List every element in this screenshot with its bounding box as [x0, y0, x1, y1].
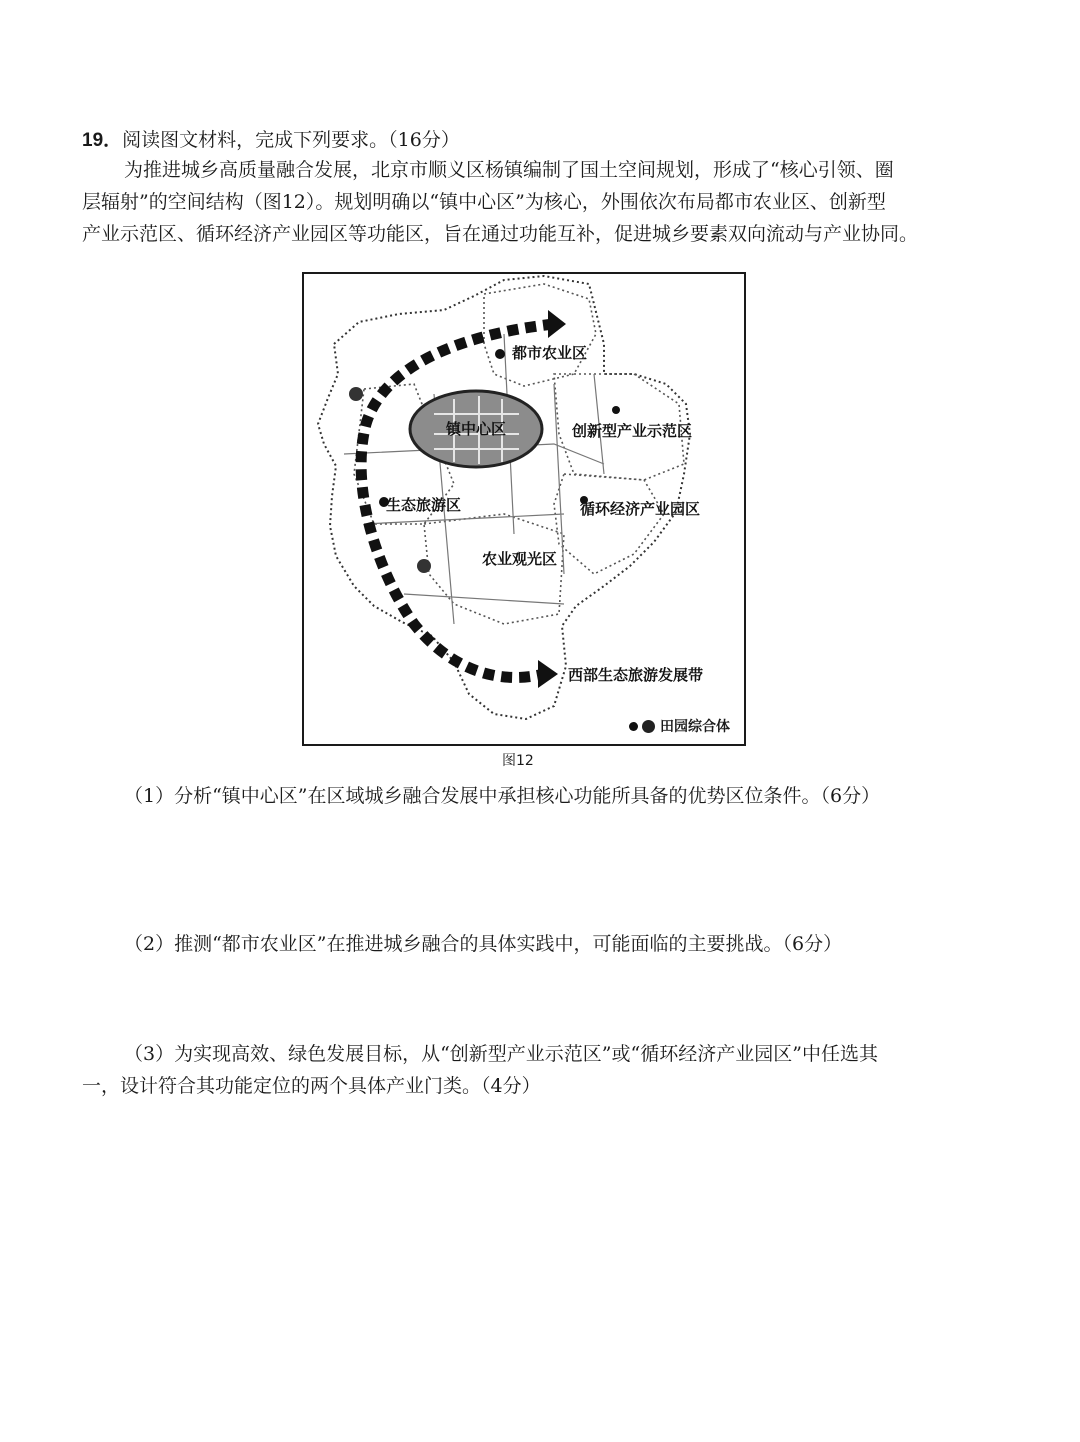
- pastoral-dot: [612, 406, 620, 414]
- pastoral-dot: [417, 559, 431, 573]
- paragraph-line-1: 为推进城乡高质量融合发展，北京市顺义区杨镇编制了国土空间规划，形成了“核心引领、圈: [124, 159, 894, 181]
- legend-label: 田园综合体: [660, 719, 730, 735]
- figure-map: [302, 272, 746, 746]
- map-legend: [629, 716, 730, 736]
- zone-agri-sightseeing: [424, 514, 564, 624]
- label-agri-sightseeing: 农业观光区: [482, 550, 558, 568]
- label-west-belt: 西部生态旅游发展带: [568, 666, 704, 684]
- belt-arrowhead-bottom: [538, 660, 558, 688]
- sub-question-1: （1）分析“镇中心区”在区域城乡融合发展中承担核心功能所具备的优势区位条件。（6分）: [124, 785, 881, 807]
- paragraph-line-2: 层辐射”的空间结构（图12）。规划明确以“镇中心区”为核心，外围依次布局都市农业区、创新型: [82, 191, 886, 213]
- sub-question-3-line-1: （3）为实现高效、绿色发展目标，从“创新型产业示范区”或“循环经济产业园区”中任选其: [124, 1043, 878, 1065]
- legend-dot-small: [629, 722, 638, 731]
- legend-dot-large: [642, 720, 655, 733]
- label-innovation-zone: 创新型产业示范区: [572, 422, 693, 440]
- zone-circular: [554, 474, 664, 574]
- sub-question-3-line-2: 一，设计符合其功能定位的两个具体产业门类。（4分）: [82, 1075, 541, 1097]
- question-number: 19．: [82, 130, 123, 151]
- question-title-text: 阅读图文材料，完成下列要求。（16分）: [122, 129, 460, 151]
- pastoral-dot: [495, 349, 505, 359]
- pastoral-dot: [349, 387, 363, 401]
- belt-arrowhead-top: [548, 310, 566, 338]
- label-eco-tourism: 生态旅游区: [386, 496, 462, 514]
- paragraph-line-3: 产业示范区、循环经济产业园区等功能区，旨在通过功能互补，促进城乡要素双向流动与产业协同。: [82, 223, 919, 245]
- label-town-center: 镇中心区: [446, 420, 507, 438]
- label-circular-economy: 循环经济产业园区: [580, 500, 701, 518]
- label-urban-agriculture: 都市农业区: [512, 344, 588, 362]
- sub-question-2: （2）推测“都市农业区”在推进城乡融合的具体实践中，可能面临的主要挑战。（6分）: [124, 933, 843, 955]
- figure-caption: 图12: [502, 753, 534, 769]
- road-lines: [344, 334, 604, 624]
- question-title: [82, 128, 460, 153]
